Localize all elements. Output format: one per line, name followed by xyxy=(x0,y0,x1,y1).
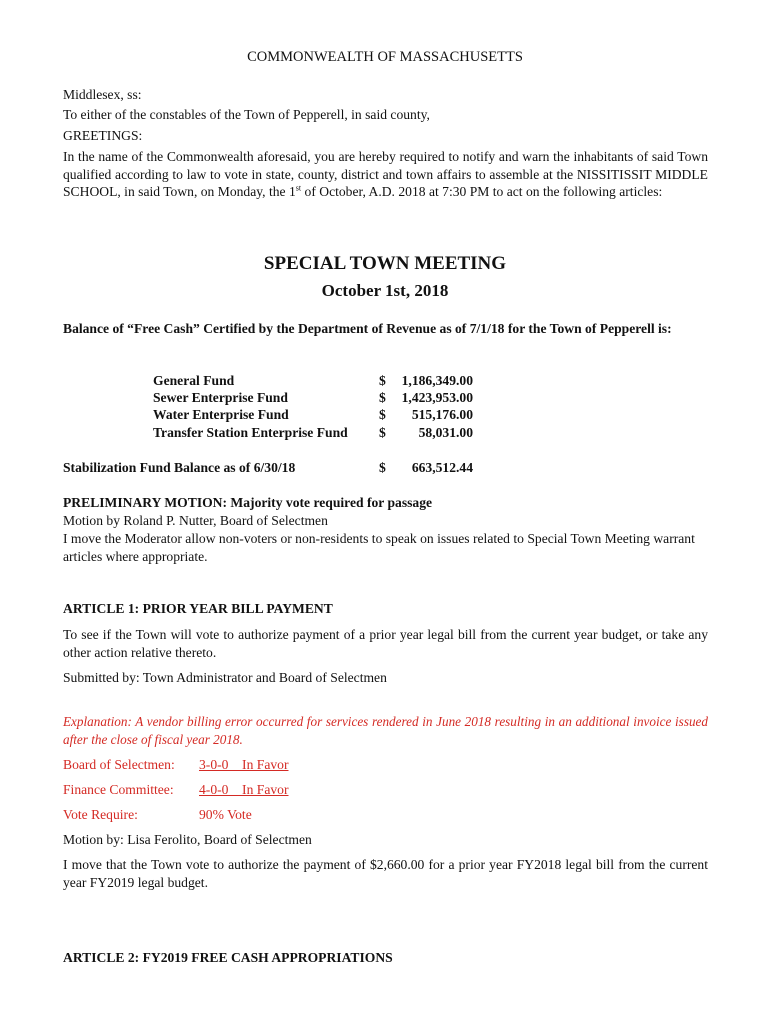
fund-amount: 515,176.00 xyxy=(411,407,473,422)
article1-motion-text: I move that the Town vote to authorize the payment of $2,660.00 for a prior year FY2018 legal bill from the current year FY2019 legal budget. xyxy=(63,857,708,890)
stabilization-label: Stabilization Fund Balance as of 6/30/18 xyxy=(63,460,296,475)
vote-value: 3-0-0 In Favor xyxy=(199,757,289,772)
vote-value: 4-0-0 In Favor xyxy=(199,782,289,797)
article1-heading: ARTICLE 1: PRIOR YEAR BILL PAYMENT xyxy=(63,601,333,616)
article1-explanation: Explanation: A vendor billing error occurred for services rendered in June 2018 resulting in an additional invoice issued after the close of fiscal year 2018. xyxy=(63,714,708,747)
vote-label: Finance Committee: xyxy=(63,782,174,797)
fund-amount: 1,186,349.00 xyxy=(401,373,473,388)
fund-name: General Fund xyxy=(153,373,235,388)
fund-sign: $ xyxy=(379,407,386,422)
fund-row xyxy=(153,372,473,390)
fund-name: Water Enterprise Fund xyxy=(153,407,289,422)
stabilization-row xyxy=(63,459,473,477)
fund-amount: 58,031.00 xyxy=(418,425,473,440)
county-line: Middlesex, ss: xyxy=(63,87,142,102)
fund-sign: $ xyxy=(379,390,386,405)
commonwealth-heading: COMMONWEALTH OF MASSACHUSETTS xyxy=(247,49,523,65)
fund-sign: $ xyxy=(379,425,386,440)
vote-label: Vote Require: xyxy=(63,807,138,822)
preliminary-text: I move the Moderator allow non-voters or non-residents to speak on issues related to Special Town Meeting warrant articles where appropriate. xyxy=(63,531,695,564)
article1-submitted: Submitted by: Town Administrator and Board of Selectmen xyxy=(63,670,387,685)
preliminary-motion-by: Motion by Roland P. Nutter, Board of Selectmen xyxy=(63,513,328,528)
article1-text: To see if the Town will vote to authorize payment of a prior year legal bill from the current year budget, or take any other action relative thereto. xyxy=(63,627,708,660)
article2-heading: ARTICLE 2: FY2019 FREE CASH APPROPRIATIONS xyxy=(63,950,393,965)
notice-part1: In the name of the Commonwealth aforesaid, you are hereby required to notify and warn the inhabitants of said Town qualified according to law to vote in state, county, district and town affairs to assemble at the NISSITISSIT MIDDLE SCHOOL, in said Town, on Monday, the 1 xyxy=(63,149,708,199)
fund-sign: $ xyxy=(379,373,386,388)
fund-amount: 1,423,953.00 xyxy=(401,390,473,405)
fund-row xyxy=(153,424,473,442)
stabilization-amount: 663,512.44 xyxy=(411,460,473,475)
fund-name: Sewer Enterprise Fund xyxy=(153,390,288,405)
vote-label: Board of Selectmen: xyxy=(63,757,175,772)
stabilization-sign: $ xyxy=(379,460,386,475)
free-cash-heading: Balance of “Free Cash” Certified by the Department of Revenue as of 7/1/18 for the Town of Pepperell is: xyxy=(63,321,672,336)
article1-motion-by: Motion by: Lisa Ferolito, Board of Selectmen xyxy=(63,832,312,847)
fund-row xyxy=(153,389,473,407)
meeting-title: SPECIAL TOWN MEETING xyxy=(263,253,507,274)
fund-name: Transfer Station Enterprise Fund xyxy=(153,425,348,440)
to-constables-line: To either of the constables of the Town of Pepperell, in said county, xyxy=(63,107,430,122)
preliminary-heading: PRELIMINARY MOTION: Majority vote required for passage xyxy=(63,495,433,510)
meeting-date: October 1st, 2018 xyxy=(321,281,449,300)
notice-sup: st xyxy=(295,183,302,193)
greetings-line: GREETINGS: xyxy=(63,128,143,143)
notice-paragraph xyxy=(63,148,708,201)
notice-part2: of October, A.D. 2018 at 7:30 PM to act on the following articles: xyxy=(301,184,663,199)
fund-row xyxy=(153,406,473,424)
vote-value: 90% Vote xyxy=(199,807,252,822)
